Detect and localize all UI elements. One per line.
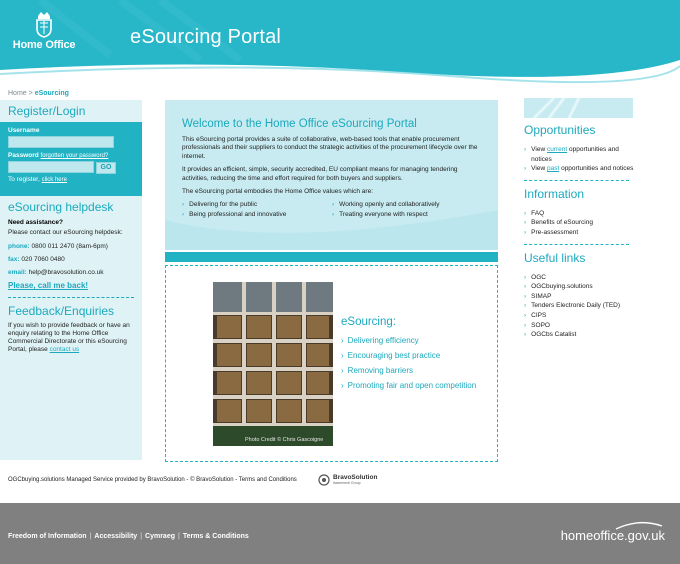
footer-link-accessibility[interactable]: Accessibility bbox=[94, 533, 138, 540]
divider bbox=[8, 297, 134, 298]
arrow-icon: › bbox=[182, 211, 185, 219]
arrow-icon: › bbox=[341, 381, 344, 390]
photo-credit: Photo Credit © Chris Gascoigne bbox=[245, 437, 324, 443]
divider bbox=[524, 180, 629, 181]
list-item: › View past opportunities and notices bbox=[524, 165, 634, 173]
password-label: Password bbox=[8, 152, 39, 159]
information-list bbox=[524, 209, 634, 238]
breadcrumb bbox=[8, 90, 69, 97]
footer-separator: | bbox=[140, 533, 143, 540]
arrow-icon: › bbox=[524, 302, 527, 310]
teal-divider-bar bbox=[165, 252, 498, 262]
password-row bbox=[8, 159, 134, 176]
email-value[interactable]: help@bravosolution.co.uk bbox=[28, 269, 104, 276]
feedback-text: If you wish to provide feedback or have an enquiry relating to the Home Office Commercial Directorate or this eSourcing Portal, please bbox=[8, 322, 130, 353]
arrow-icon: › bbox=[524, 292, 527, 300]
value-item: › Delivering for the public bbox=[182, 201, 258, 209]
arrow-icon: › bbox=[332, 211, 335, 219]
arrow-icon: › bbox=[524, 209, 527, 217]
username-input[interactable] bbox=[8, 136, 114, 148]
header-swoosh-decoration bbox=[0, 0, 680, 88]
arrow-icon: › bbox=[524, 165, 527, 173]
credits-text: OGCbuying.solutions Managed Service provided by BravoSolution - © BravoSolution - Terms and Conditions bbox=[8, 477, 297, 483]
list-item[interactable]: › OGC bbox=[524, 273, 546, 281]
value-item: › Being professional and innovative bbox=[182, 211, 287, 219]
footer-link-foi[interactable]: Freedom of Information bbox=[8, 533, 87, 540]
password-label-row bbox=[8, 152, 134, 159]
welcome-para-1: This eSourcing portal provides a suite of collaborative, web-based tools that enable procurement professionals and their suppliers to conduct the strategic activities of the procurement lifecycle over the internet. bbox=[182, 136, 478, 160]
atrium-image bbox=[213, 282, 333, 446]
register-row bbox=[8, 176, 134, 183]
page-title: eSourcing Portal bbox=[130, 26, 282, 48]
promo-item: › Encouraging best practice bbox=[341, 351, 441, 360]
register-link[interactable]: click here bbox=[41, 177, 67, 183]
arrow-icon: › bbox=[182, 201, 185, 209]
promo-item: › Removing barriers bbox=[341, 366, 414, 375]
contact-us-link[interactable]: contact us bbox=[49, 346, 80, 353]
arrow-icon: › bbox=[341, 351, 344, 360]
arrow-icon: › bbox=[332, 201, 335, 209]
information-heading: Information bbox=[524, 186, 585, 201]
logo-text: Home Office bbox=[12, 39, 76, 51]
arrow-icon: › bbox=[341, 336, 344, 345]
phone-value: 0800 011 2470 (8am-6pm) bbox=[31, 243, 108, 250]
fax-label: fax: bbox=[8, 256, 20, 263]
building-photo bbox=[213, 282, 333, 446]
arrow-icon: › bbox=[524, 321, 527, 329]
list-item[interactable]: › FAQ bbox=[524, 209, 545, 217]
past-opportunities-link[interactable]: past bbox=[546, 165, 560, 173]
promo-panel bbox=[165, 265, 498, 462]
footer-separator: | bbox=[178, 533, 180, 540]
feedback-heading: Feedback/Enquiries bbox=[8, 304, 115, 318]
left-sidebar bbox=[0, 100, 142, 460]
right-decoration-bar bbox=[524, 98, 633, 118]
divider bbox=[524, 244, 629, 245]
login-heading: Register/Login bbox=[8, 104, 86, 118]
breadcrumb-current: eSourcing bbox=[34, 90, 69, 97]
opportunities-list bbox=[524, 145, 634, 174]
list-item[interactable]: › Pre-assessment bbox=[524, 228, 579, 236]
home-office-logo[interactable] bbox=[8, 10, 80, 66]
arrow-icon: › bbox=[524, 228, 527, 236]
arrow-icon: › bbox=[524, 311, 527, 319]
current-opportunities-link[interactable]: current bbox=[546, 146, 568, 153]
feedback-text-block bbox=[0, 322, 142, 354]
bravosolution-logo[interactable] bbox=[318, 474, 377, 486]
arrow-icon: › bbox=[524, 273, 527, 281]
footer-link-terms[interactable]: Terms & Conditions bbox=[182, 533, 249, 540]
call-me-back-link[interactable]: Please, call me back! bbox=[8, 281, 89, 290]
fax-value: 020 7060 0480 bbox=[21, 256, 65, 263]
opportunities-heading: Opportunities bbox=[524, 123, 596, 137]
password-input[interactable] bbox=[8, 161, 94, 173]
values-list bbox=[182, 201, 482, 218]
helpdesk-info bbox=[0, 218, 142, 291]
promo-item: › Promoting fair and open competition bbox=[341, 381, 477, 390]
useful-links-heading: Useful links bbox=[524, 250, 586, 265]
promo-list bbox=[341, 336, 481, 396]
list-item[interactable]: › OGCbs Catalist bbox=[524, 331, 577, 339]
login-box bbox=[0, 122, 142, 196]
register-prefix: To register, bbox=[8, 176, 40, 183]
list-item[interactable]: › Benefits of eSourcing bbox=[524, 219, 593, 227]
useful-links-list bbox=[524, 273, 634, 340]
list-item[interactable]: › SOPO bbox=[524, 321, 550, 329]
homeoffice-gov-logo[interactable]: homeoffice.gov.uk bbox=[560, 528, 665, 543]
arrow-icon: › bbox=[524, 331, 527, 339]
bravosolution-name: BravoSolution bbox=[333, 474, 378, 481]
list-item: › View current opportunities and notices bbox=[524, 146, 619, 163]
footer-separator: | bbox=[89, 533, 92, 540]
arrow-icon: › bbox=[524, 146, 527, 153]
promo-item: › Delivering efficiency bbox=[341, 336, 419, 345]
helpdesk-contact-text: Please contact our eSourcing helpdesk: bbox=[8, 229, 123, 236]
promo-heading: eSourcing: bbox=[341, 316, 396, 328]
welcome-para-3: The eSourcing portal embodies the Home Office values which are: bbox=[182, 188, 374, 196]
helpdesk-heading: eSourcing helpdesk bbox=[8, 200, 114, 214]
email-label: email: bbox=[8, 269, 27, 276]
breadcrumb-home[interactable]: Home bbox=[8, 90, 27, 97]
site-header bbox=[0, 0, 680, 88]
right-sidebar bbox=[524, 98, 634, 340]
crest-icon bbox=[34, 10, 54, 38]
go-button[interactable]: GO bbox=[96, 162, 116, 174]
list-item[interactable]: › Tenders Electronic Daily (TED) bbox=[524, 302, 621, 310]
welcome-panel bbox=[165, 100, 498, 250]
footer-links bbox=[8, 533, 249, 540]
arrow-icon: › bbox=[524, 219, 527, 227]
bravosolution-mark-icon bbox=[318, 474, 330, 486]
arrow-icon: › bbox=[524, 283, 527, 291]
username-label: Username bbox=[8, 127, 40, 134]
value-item: › Treating everyone with respect bbox=[332, 211, 428, 219]
arrow-icon: › bbox=[341, 366, 344, 375]
need-assistance: Need assistance? bbox=[8, 219, 63, 226]
list-item[interactable]: › CIPS bbox=[524, 311, 547, 319]
value-item: › Working openly and collaboratively bbox=[332, 201, 440, 209]
rays-decoration bbox=[524, 98, 633, 118]
welcome-title: Welcome to the Home Office eSourcing Portal bbox=[182, 118, 417, 130]
list-item[interactable]: › SIMAP bbox=[524, 292, 552, 300]
footer-link-cymraeg[interactable]: Cymraeg bbox=[145, 533, 175, 540]
site-footer bbox=[0, 503, 680, 564]
list-item[interactable]: › OGCbuying.solutions bbox=[524, 283, 593, 291]
welcome-para-2: It provides an efficient, simple, security accredited, EU compliant means for managing tendering activities, reducing the time and effort required for both buyers and suppliers. bbox=[182, 166, 458, 182]
welcome-content bbox=[182, 118, 482, 218]
phone-label: phone: bbox=[8, 243, 30, 250]
bravosolution-sub: Italcementi Group bbox=[333, 481, 361, 485]
forgot-password-link[interactable]: forgotten your password? bbox=[40, 153, 109, 159]
breadcrumb-separator: > bbox=[28, 90, 33, 97]
